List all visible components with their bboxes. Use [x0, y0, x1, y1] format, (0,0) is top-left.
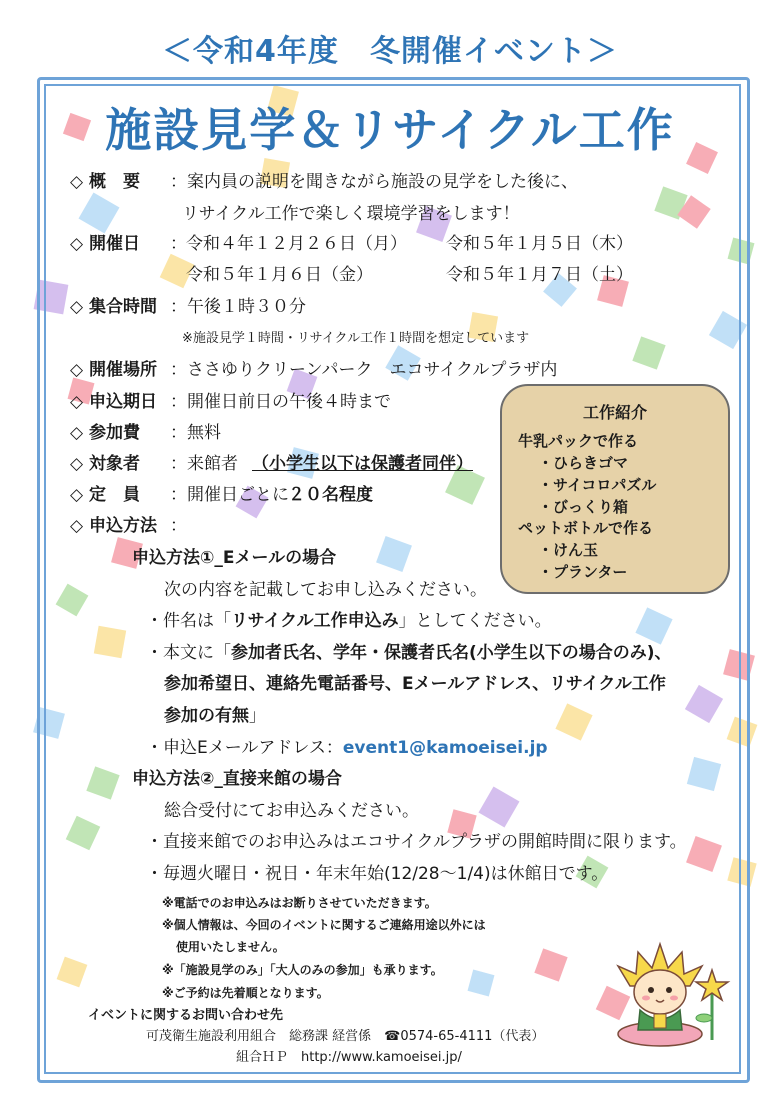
note-3: 使用いたしません。: [176, 940, 285, 954]
method1-line4: 参加希望日、連絡先電話番号、Eメールアドレス、リサイクル工作: [164, 674, 666, 694]
deadline-label: ◇ 申込期日: [70, 392, 157, 412]
date-3: 令和５年１月６日（金）: [186, 265, 373, 285]
method1-line3: ・本文に「参加者氏名、学年・保護者氏名(小学生以下の場合のみ)、: [146, 643, 672, 663]
craft-item: ・サイコロパズル: [538, 476, 657, 494]
contact-hp[interactable]: 組合ＨＰ http://www.kamoeisei.jp/: [236, 1050, 462, 1065]
fee-label: ◇ 参加費: [70, 423, 140, 443]
capacity-value: ２０名程度: [288, 485, 373, 505]
deadline-value: ：開催日前日の午後４時まで: [170, 392, 391, 412]
craft-item: ・プランター: [538, 563, 628, 581]
method2-title: 申込方法②_直接来館の場合: [132, 769, 342, 789]
note-4: ※「施設見学のみ」「大人のみの参加」も承ります。: [162, 963, 443, 977]
method2-line3: ・毎週火曜日・祝日・年末年始(12/28～1/4)は休館日です。: [146, 864, 609, 884]
email-link[interactable]: event1@kamoeisei.jp: [342, 738, 548, 758]
target-label: ◇ 対象者: [70, 454, 140, 474]
meet-time-note: ※施設見学１時間・リサイクル工作１時間を想定しています: [182, 331, 530, 346]
method1-email-line: ・申込Eメールアドレス：event1@kamoeisei.jp: [146, 738, 548, 758]
craft-group2: ペットボトルで作る: [518, 519, 654, 537]
date-4: 令和５年１月７日（土）: [446, 265, 633, 285]
craft-box-title: 工作紹介: [582, 403, 647, 422]
dates-label: ◇ 開催日: [70, 234, 140, 254]
overview-label: ◇ 概 要: [70, 172, 140, 192]
fee-value: ：無料: [170, 423, 221, 443]
craft-item: ・けん玉: [538, 541, 599, 559]
method2-line2: ・直接来館でのお申込みはエコサイクルプラザの開館時間に限ります。: [146, 832, 687, 852]
note-5: ※ご予約は先着順となります。: [162, 986, 329, 1000]
meet-time-label: ◇ 集合時間: [70, 297, 157, 317]
venue-value: ：ささゆりクリーンパーク エコサイクルプラザ内: [170, 360, 558, 380]
craft-item: ・びっくり箱: [538, 498, 629, 516]
contact-org: 可茂衛生施設利用組合 総務課 経営係 ☎0574-65-4111（代表）: [146, 1029, 545, 1044]
method-label: ◇ 申込方法: [70, 516, 157, 536]
target-note: （小学生以下は保護者同伴）: [252, 454, 473, 474]
target-value: ：来館者: [170, 454, 238, 474]
note-1: ※電話でのお申込みはお断りさせていただきます。: [162, 896, 437, 910]
main-title: 施設見学＆リサイクル工作: [105, 103, 675, 157]
mascot-illustration: [608, 930, 734, 1050]
date-1: 令和４年１２月２６日（月）: [186, 234, 407, 254]
venue-label: ◇ 開催場所: [70, 360, 157, 380]
note-2: ※個人情報は、今回のイベントに関するご連絡用途以外には: [162, 918, 486, 932]
method1-title: 申込方法①_Eメールの場合: [132, 548, 337, 568]
capacity-colon: ：開催日ごとに: [170, 485, 289, 505]
contact-heading: イベントに関するお問い合わせ先: [88, 1008, 284, 1023]
capacity-label: ◇ 定 員: [70, 485, 140, 505]
method1-line5: 参加の有無」: [164, 706, 266, 726]
method1-line2: ・件名は「リサイクル工作申込み」としてください。: [146, 611, 552, 631]
date-2: 令和５年１月５日（木）: [446, 234, 633, 254]
overview-line2: リサイクル工作で楽しく環境学習をします！: [182, 204, 520, 224]
craft-item: ・ひらきゴマ: [538, 454, 629, 472]
method1-line1: 次の内容を記載してお申し込みください。: [164, 580, 487, 600]
craft-intro-box: [500, 384, 730, 594]
event-header: ＜令和4年度 冬開催イベント＞: [162, 34, 618, 69]
dates-colon: ：: [170, 234, 187, 254]
craft-group1: 牛乳パックで作る: [518, 432, 639, 450]
overview-line1: ：案内員の説明を聞きながら施設の見学をした後に、: [170, 172, 578, 192]
method2-line1: 総合受付にてお申込みください。: [164, 801, 419, 821]
meet-time-value: ：午後１時３０分: [170, 297, 306, 317]
method-colon: ：: [170, 516, 187, 536]
